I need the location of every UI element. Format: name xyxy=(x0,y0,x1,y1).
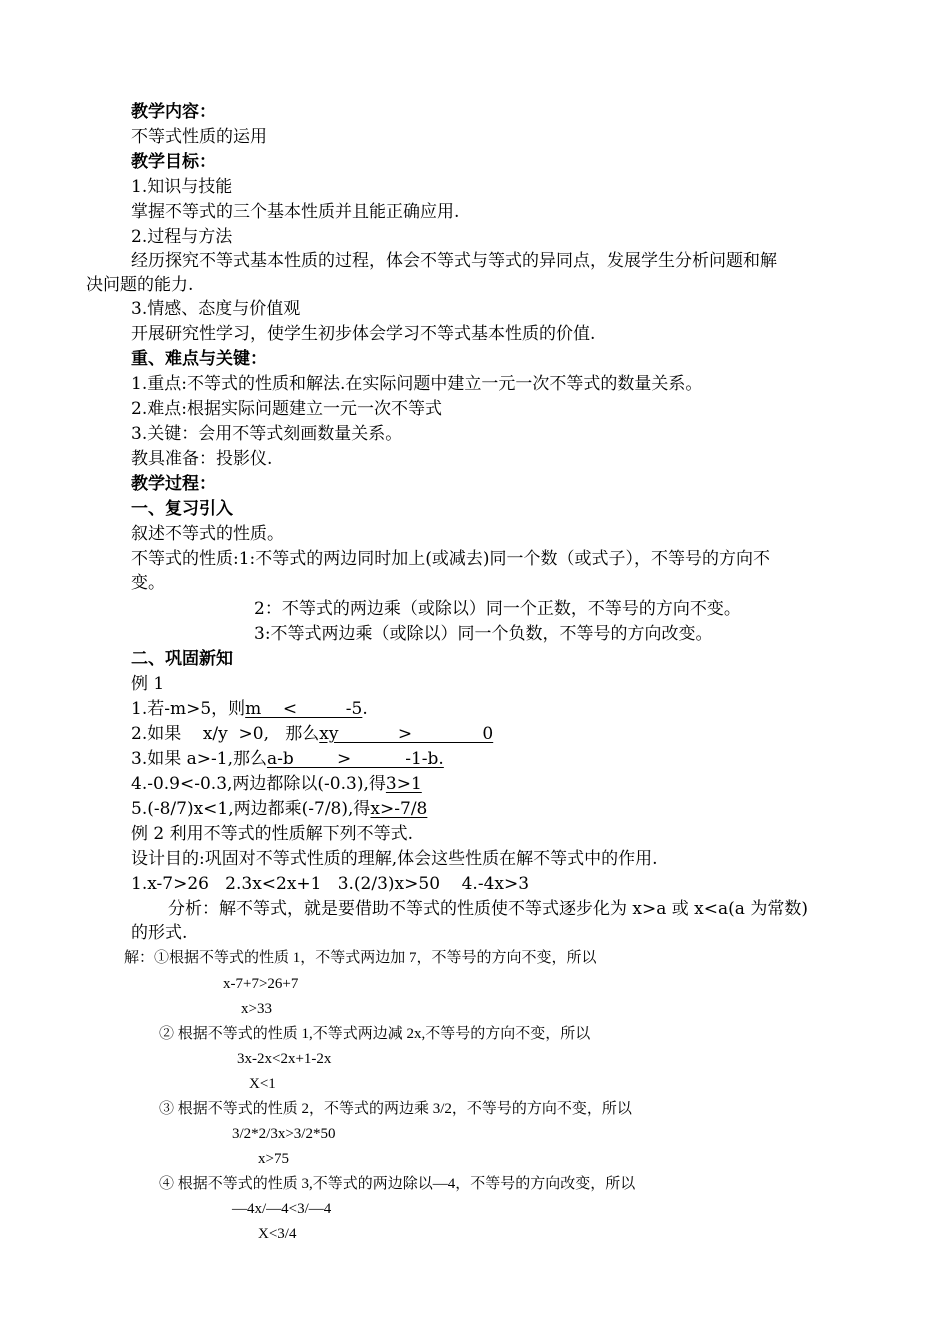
example-item xyxy=(131,723,493,745)
paragraph: 1.知识与技能 xyxy=(131,177,233,197)
paragraph: 不等式的性质:1:不等式的两边同时加上(或减去)同一个数（或式子），不等号的方向不 xyxy=(131,549,771,569)
equation: —4x/—4<3/—4 xyxy=(232,1201,332,1217)
example-item xyxy=(131,798,427,820)
example-label: 例 1 xyxy=(131,674,165,694)
example-item xyxy=(131,773,422,795)
paragraph: 分析：解不等式，就是要借助不等式的性质使不等式逐步化为 x>a 或 x<a(a 为常数) xyxy=(168,899,808,919)
paragraph: 2：不等式的两边乘（或除以）同一个正数，不等号的方向不变。 xyxy=(254,599,741,619)
example-suffix: . xyxy=(362,699,368,719)
paragraph: 例 2 利用不等式的性质解下列不等式. xyxy=(131,824,414,844)
paragraph: 3.情感、态度与价值观 xyxy=(131,299,301,319)
paragraph: 1.重点:不等式的性质和解法.在实际问题中建立一元一次不等式的数量关系。 xyxy=(131,374,703,394)
example-answer: xy > 0 xyxy=(319,724,494,744)
example-item xyxy=(131,748,444,770)
paragraph: 不等式性质的运用 xyxy=(131,127,267,147)
heading-teaching-process: 教学过程： xyxy=(131,474,216,494)
heading-teaching-content: 教学内容： xyxy=(131,102,216,122)
paragraph: 经历探究不等式基本性质的过程，体会不等式与等式的异同点，发展学生分析问题和解 xyxy=(131,251,777,271)
equation: x-7+7>26+7 xyxy=(223,976,299,992)
paragraph: 2.难点:根据实际问题建立一元一次不等式 xyxy=(131,399,442,419)
paragraph: 3:不等式两边乘（或除以）同一个负数，不等号的方向改变。 xyxy=(254,624,713,644)
heading-teaching-goals: 教学目标： xyxy=(131,152,216,172)
example-item xyxy=(131,698,368,720)
example-question: 2.如果 x/y >0, 那么 xyxy=(131,724,320,744)
paragraph: 设计目的:巩固对不等式性质的理解,体会这些性质在解不等式中的作用. xyxy=(131,849,658,869)
paragraph: 变。 xyxy=(131,573,165,593)
equation: x>75 xyxy=(258,1151,289,1167)
solution-step: ③ 根据不等式的性质 2，不等式的两边乘 3/2，不等号的方向不变，所以 xyxy=(159,1101,632,1117)
paragraph: 开展研究性学习，使学生初步体会学习不等式基本性质的价值. xyxy=(131,324,596,344)
paragraph: 3.关键：会用不等式刻画数量关系。 xyxy=(131,424,403,444)
example-question: 5.(-8/7)x<1,两边都乘(-7/8),得 xyxy=(131,799,371,819)
example-question: 4.-0.9<-0.3,两边都除以(-0.3),得 xyxy=(131,774,386,794)
example-answer: 3>1 xyxy=(385,774,422,794)
solution-step: ④ 根据不等式的性质 3,不等式的两边除以—4，不等号的方向改变，所以 xyxy=(159,1176,636,1192)
example-answer: a-b > -1-b. xyxy=(266,749,444,769)
equation: X<1 xyxy=(249,1076,276,1092)
heading-key-points: 重、难点与关键： xyxy=(131,349,267,369)
solution-step: ② 根据不等式的性质 1,不等式两边减 2x,不等号的方向不变，所以 xyxy=(159,1026,591,1042)
paragraph: 决问题的能力. xyxy=(86,275,194,295)
paragraph: 教具准备：投影仪. xyxy=(131,449,273,469)
solution-step: 解：①根据不等式的性质 1，不等式两边加 7，不等号的方向不变，所以 xyxy=(124,950,597,966)
paragraph: 的形式. xyxy=(131,923,188,943)
equation: 3/2*2/3x>3/2*50 xyxy=(232,1126,336,1142)
equation: X<3/4 xyxy=(258,1226,297,1242)
example-answer: x>-7/8 xyxy=(370,799,428,819)
paragraph: 叙述不等式的性质。 xyxy=(131,524,284,544)
equation: 3x-2x<2x+1-2x xyxy=(237,1051,332,1067)
paragraph: 掌握不等式的三个基本性质并且能正确应用. xyxy=(131,202,460,222)
example-question: 3.如果 a>-1,那么 xyxy=(131,749,267,769)
equation: x>33 xyxy=(241,1001,272,1017)
heading-section-1: 一、复习引入 xyxy=(131,499,233,519)
heading-section-2: 二、巩固新知 xyxy=(131,649,233,669)
example-question: 1.若-m>5，则 xyxy=(131,699,246,719)
problem-list: 1.x-7>26 2.3x<2x+1 3.(2/3)x>50 4.-4x>3 xyxy=(131,874,530,894)
example-answer: m < -5 xyxy=(245,699,363,719)
paragraph: 2.过程与方法 xyxy=(131,227,233,247)
